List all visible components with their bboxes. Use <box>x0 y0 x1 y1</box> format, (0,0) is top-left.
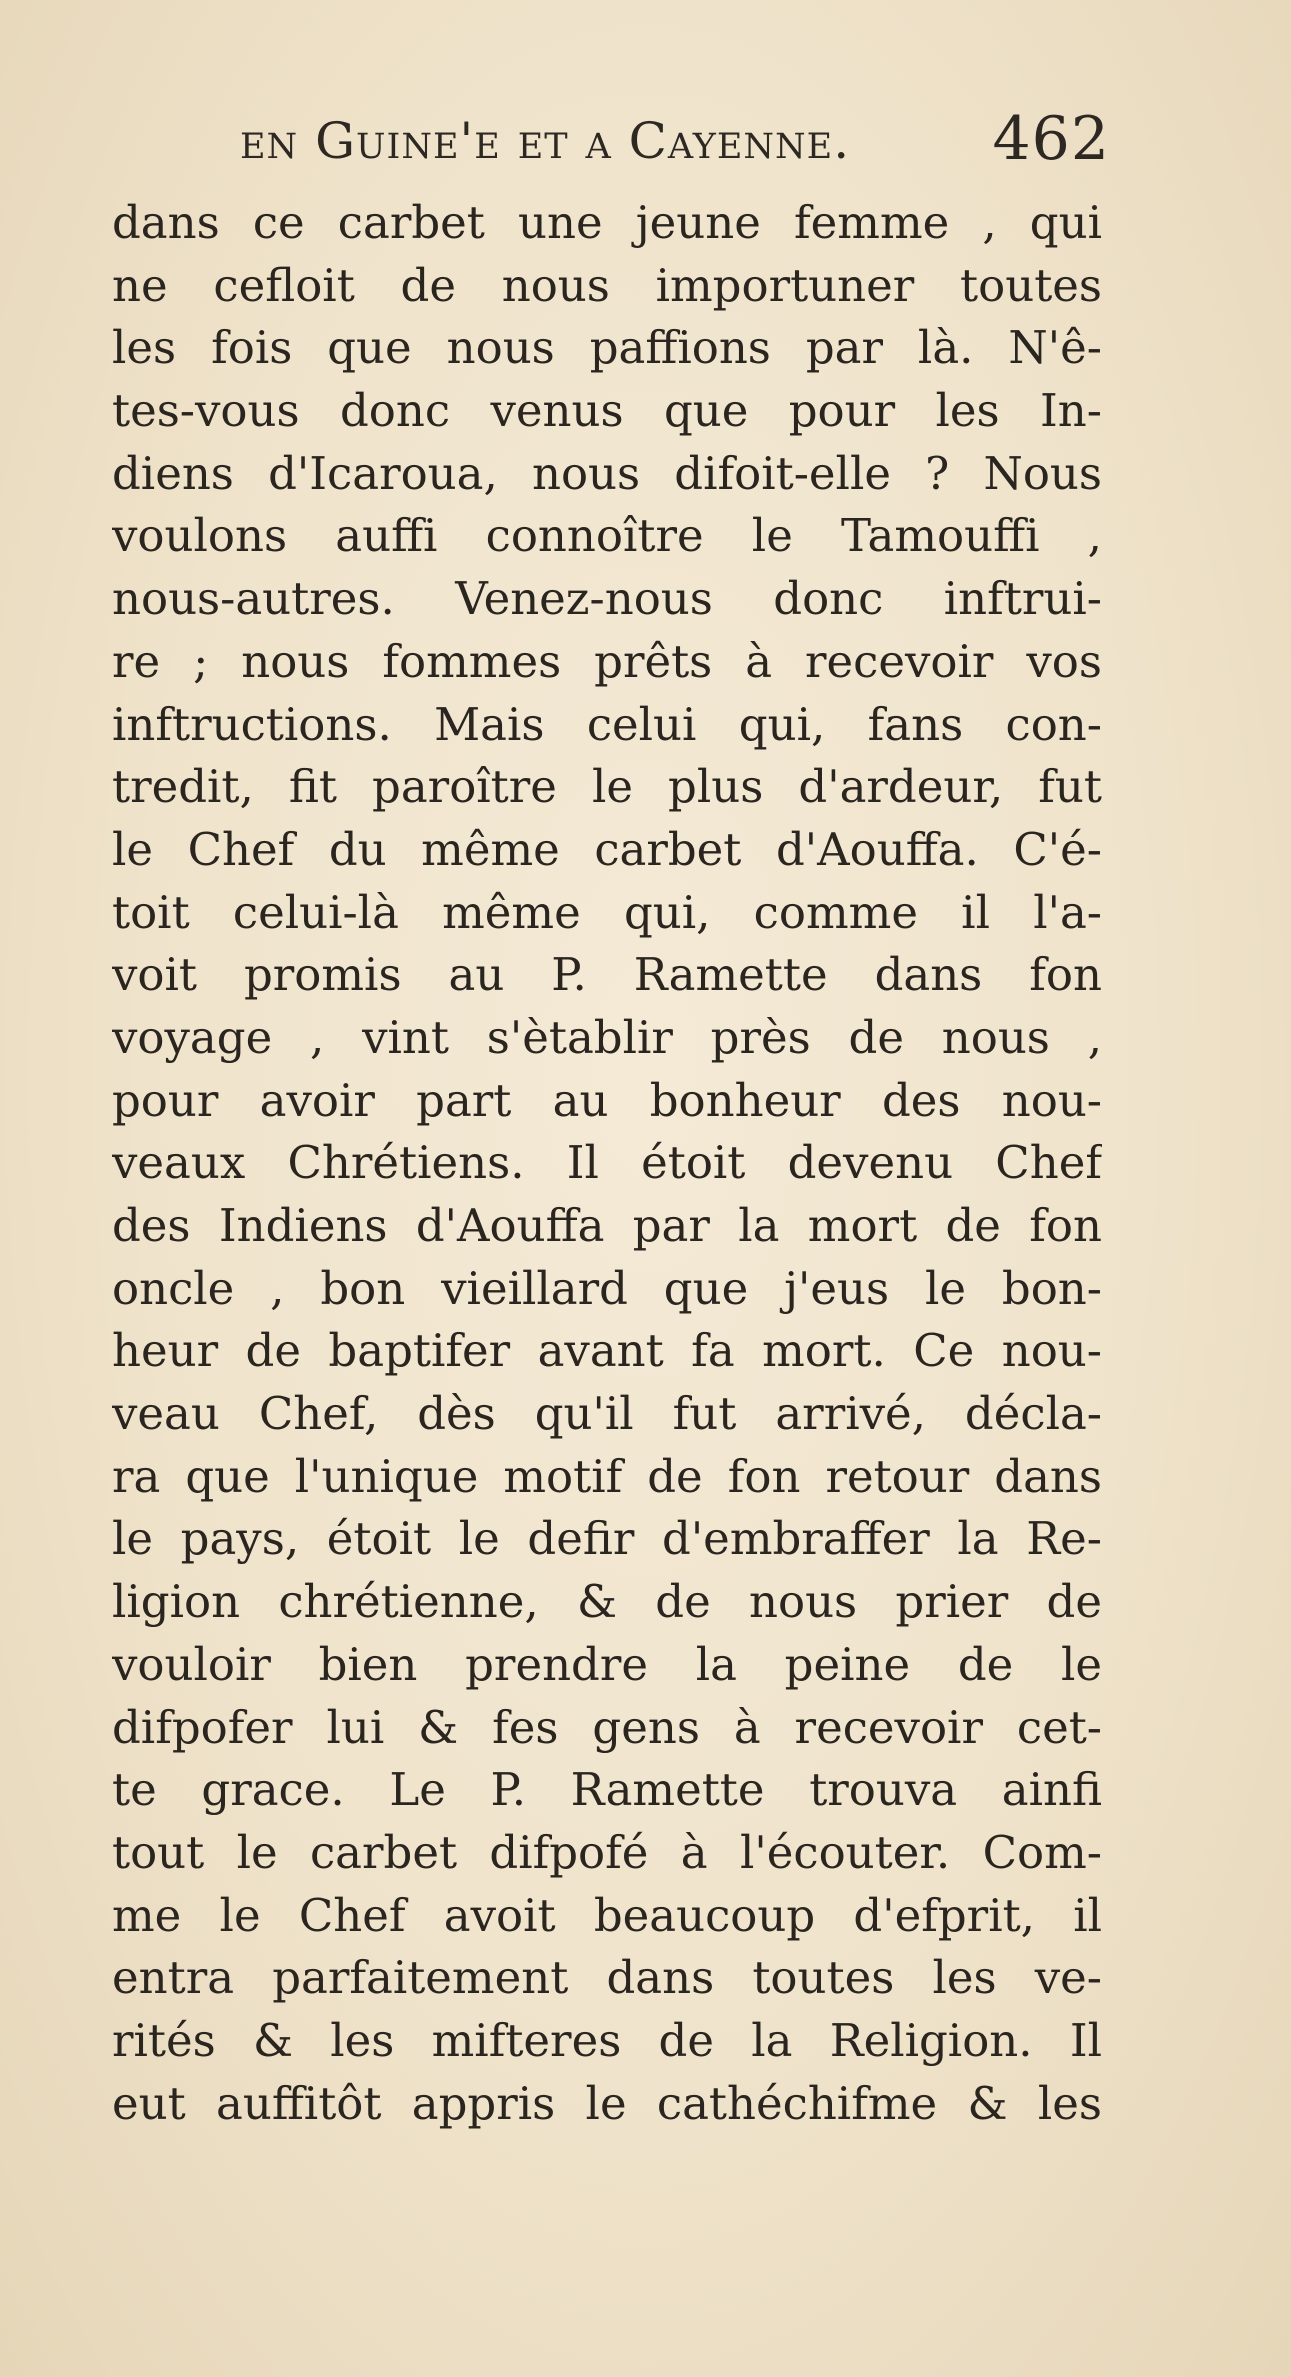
text-line: veau Chef, dès qu'il fut arrivé, décla- <box>112 1387 1102 1441</box>
text-line: tredit, fit paroître le plus d'ardeur, fut <box>112 760 1102 814</box>
text-line: inftructions. Mais celui qui, fans con- <box>112 697 1102 751</box>
text-line: ra que l'unique motif de fon retour dans <box>112 1449 1102 1503</box>
text-line: diens d'Icaroua, nous difoit-elle ? Nous <box>112 446 1102 500</box>
text-line: voit promis au P. Ramette dans fon <box>112 948 1102 1002</box>
text-line: ligion chrétienne, & de nous prier de <box>112 1575 1102 1629</box>
text-line: difpofer lui & fes gens à recevoir cet- <box>112 1700 1102 1754</box>
text-line: voyage , vint s'ètablir près de nous , <box>112 1010 1102 1064</box>
text-line: ne cefloit de nous importuner toutes <box>112 258 1102 312</box>
text-line: entra parfaitement dans toutes les ve- <box>112 1951 1102 2005</box>
text-line: tout le carbet difpofé à l'écouter. Com- <box>112 1825 1102 1879</box>
page-number: 462 <box>992 104 1110 174</box>
text-line: le pays, étoit le defir d'embraffer la Re- <box>112 1512 1102 1566</box>
text-line: eut auffitôt appris le cathéchifme & les <box>112 2076 1102 2130</box>
text-line: pour avoir part au bonheur des nou- <box>112 1073 1102 1127</box>
text-line: rités & les mifteres de la Religion. Il <box>112 2013 1102 2067</box>
text-line: me le Chef avoit beaucoup d'efprit, il <box>112 1888 1102 1942</box>
body-text <box>112 192 1102 2135</box>
text-line: dans ce carbet une jeune femme , qui <box>112 196 1102 249</box>
text-line: le Chef du même carbet d'Aouffa. C'é- <box>112 822 1102 876</box>
text-line: les fois que nous paffions par là. N'ê- <box>112 321 1102 375</box>
text-line: heur de baptifer avant fa mort. Ce nou- <box>112 1324 1102 1378</box>
text-line: oncle , bon vieillard que j'eus le bon- <box>112 1261 1102 1315</box>
running-title: en Guine'e et a Cayenne. <box>240 112 851 170</box>
text-line: toit celui-là même qui, comme il l'a- <box>112 885 1102 939</box>
page-header <box>240 104 1110 192</box>
text-line: voulons auffi connoître le Tamouffi , <box>112 509 1102 563</box>
text-line: re ; nous fommes prêts à recevoir vos <box>112 634 1102 688</box>
text-line: tes-vous donc venus que pour les In- <box>112 384 1102 438</box>
text-line: te grace. Le P. Ramette trouva ainfi <box>112 1763 1102 1817</box>
text-line: des Indiens d'Aouffa par la mort de fon <box>112 1199 1102 1252</box>
text-line: nous-autres. Venez-nous donc inftrui- <box>112 572 1102 626</box>
text-line: veaux Chrétiens. Il étoit devenu Chef <box>112 1136 1102 1190</box>
text-line: vouloir bien prendre la peine de le <box>112 1637 1102 1691</box>
